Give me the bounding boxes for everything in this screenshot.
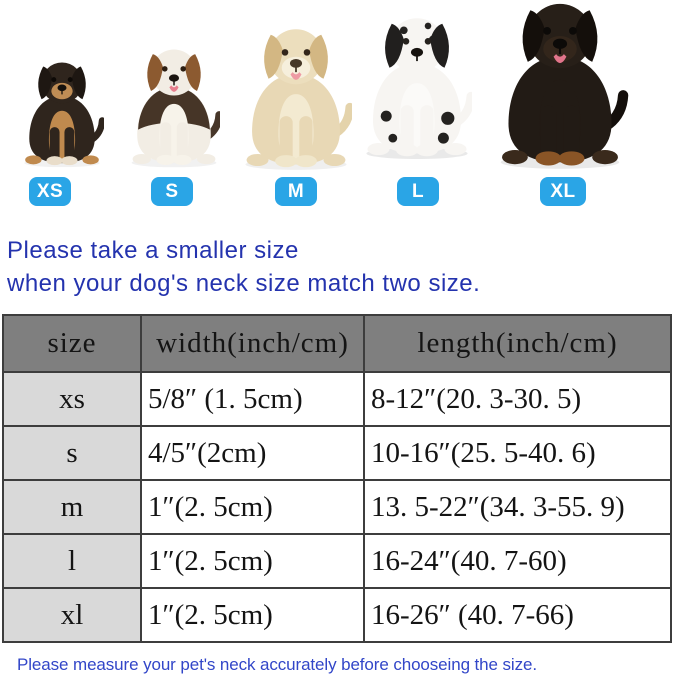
dog-figure-xs	[20, 60, 104, 168]
width-cell: 1″(2. 5cm)	[141, 588, 364, 642]
size-cell: xs	[3, 372, 141, 426]
width-cell: 1″(2. 5cm)	[141, 534, 364, 588]
width-cell: 4/5″(2cm)	[141, 426, 364, 480]
sizing-note-line1: Please take a smaller size	[7, 237, 299, 264]
dog-figure-m	[240, 26, 352, 171]
dog-figure-s	[128, 46, 220, 169]
width-cell: 1″(2. 5cm)	[141, 480, 364, 534]
column-header-size: size	[3, 315, 141, 372]
size-badge-xs: XS	[29, 177, 71, 206]
size-badge-l: L	[397, 177, 439, 206]
table-row-s	[3, 426, 671, 480]
golden-retriever-illustration	[240, 26, 352, 171]
table-row-xs	[3, 372, 671, 426]
length-cell: 16-26″ (40. 7-66)	[364, 588, 671, 642]
dalmatian-illustration	[362, 6, 472, 169]
sizing-note	[7, 234, 480, 300]
size-badge-s: S	[151, 177, 193, 206]
table-row-xl	[3, 588, 671, 642]
column-header-length: length(inch/cm)	[364, 315, 671, 372]
length-cell: 8-12″(20. 3-30. 5)	[364, 372, 671, 426]
table-header-row	[3, 315, 671, 372]
length-cell: 10-16″(25. 5-40. 6)	[364, 426, 671, 480]
table-row-l	[3, 534, 671, 588]
length-cell: 13. 5-22″(34. 3-55. 9)	[364, 480, 671, 534]
size-cell: s	[3, 426, 141, 480]
dog-figure-l	[362, 6, 472, 169]
beagle-illustration	[128, 46, 220, 169]
black-tan-puppy-illustration	[20, 60, 104, 168]
column-header-width: width(inch/cm)	[141, 315, 364, 372]
size-table	[2, 314, 672, 643]
width-cell: 5/8″ (1. 5cm)	[141, 372, 364, 426]
rottweiler-illustration	[490, 0, 630, 170]
size-badge-m: M	[275, 177, 317, 206]
size-cell: xl	[3, 588, 141, 642]
size-cell: l	[3, 534, 141, 588]
length-cell: 16-24″(40. 7-60)	[364, 534, 671, 588]
sizing-note-line2: when your dog's neck size match two size.	[7, 270, 481, 297]
table-row-m	[3, 480, 671, 534]
size-cell: m	[3, 480, 141, 534]
dog-figure-xl	[490, 0, 630, 170]
size-badge-xl: XL	[540, 177, 586, 206]
measure-note: Please measure your pet's neck accurately before chooseing the size.	[17, 655, 537, 674]
